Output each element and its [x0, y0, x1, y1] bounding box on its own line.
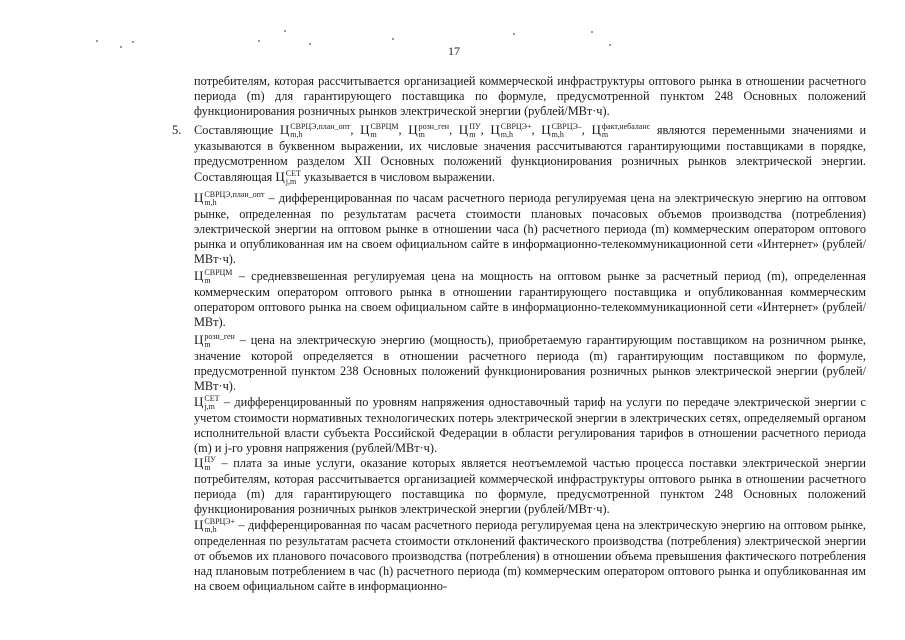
paragraph-text: – цена на электрическую энергию (мощность), приобретаемую гарантирующим поставщиком на розничном рынке, значение которой определяется в отношении расчетного периода (m) гарантирующим поставщиком по формуле, предусмотренной пунктом 238 Основных положений функционирования розничных рынков электрической энергии (рублей/МВт·ч).: [194, 333, 867, 394]
definition-set: [194, 394, 866, 456]
item-number: 5.: [172, 123, 182, 137]
formula-symbol: Ц СВРЦЭ– m,h: [541, 122, 582, 140]
scan-speck: [392, 38, 394, 40]
page-number: 17: [448, 44, 460, 58]
formula-symbol: Ц ПУ m: [194, 455, 216, 473]
paragraph-text: – дифференцированная по часам расчетного периода регулируемая цена на электрическую энергию на оптовом рынке, определенная по результатам расчета стоимости плановых почасовых объемов производства (потребления) электрической энергии на оптовом рынке в отношении часа (h) расчетного периода (m) коммерческим оператором оптового рынка и опубликованная им на своем официальном сайте в информационно-телекоммуникационной сети «Интернет» (рублей/МВт·ч).: [194, 191, 866, 267]
formula-symbol: Ц СВРЦМ m: [360, 122, 399, 140]
formula-symbol: Ц розн_ген m: [408, 122, 450, 140]
scan-speck: [309, 43, 311, 45]
scan-speck: [513, 33, 515, 35]
scan-speck: [258, 40, 260, 42]
formula-symbol: Ц розн_ген m: [194, 332, 235, 350]
scan-speck: [96, 40, 98, 42]
formula-symbol: Ц СЕТ j,m: [275, 169, 301, 187]
scan-speck: [120, 46, 122, 48]
scan-speck: [284, 30, 286, 32]
formula-symbol: Ц СВРЦЭ,план_опт m,h: [279, 122, 351, 140]
paragraph-text: – дифференцированный по уровням напряжения одноставочный тариф на услуги по передаче электрической энергии с учетом стоимости нормативных технологических потерь электрической энергии в электрических сетях, определяемый органом исполнительной власти субъекта Российской Федерации в области регулирования тарифов в отношении расчетного периода (m) и j-го уровня напряжения (рублей/МВт·ч).: [194, 395, 866, 456]
paragraph-text: указывается в числовом выражении.: [303, 170, 495, 185]
definition-svrcm: [194, 268, 866, 330]
paragraph-text: являются переменными значениями и указываются в буквенном выражении, их числовые значения рассчитываются гарантирующими поставщиками в порядке, предусмотренном разделом XII Основных положений функционирования розничных рынков электрической энергии. Составляющая: [194, 123, 867, 185]
paragraph-text: – дифференцированная по часам расчетного периода регулируемая цена на электрическую энергию на оптовом рынке, определенная по результатам расчета стоимости отклонений фактического производства (потребления) электрической энергии от объемов их планового почасового производства (потребления) в отношении объема превышения фактического потребления над плановым потреблением в час (h) расчетного периода (m) коммерческим оператором оптового рынка и опубликованная им на своем официальном сайте в информационно-: [194, 518, 866, 594]
paragraph-text: потребителям, которая рассчитывается организацией коммерческой инфраструктуры оптового рынка в отношении расчетного периода (m) для гарантирующего поставщика по формуле, предусмотренной пунктом 248 Основных положений функционирования розничных рынков электрической энергии (рублей/МВт·ч).: [194, 74, 866, 118]
formula-symbol: Ц ПУ m: [458, 122, 481, 140]
scan-speck: [132, 41, 134, 43]
paragraph-continuation: [194, 74, 866, 119]
definition-rozn-gen: [194, 332, 866, 394]
formula-symbol: Ц факт,небаланс m: [591, 122, 651, 140]
formula-symbol: Ц СЕТ j,m: [194, 394, 220, 412]
definition-svrce-plus: [194, 517, 866, 594]
paragraph-text: Составляющие: [194, 123, 274, 137]
formula-symbol: Ц СВРЦЭ,план_опт m,h: [194, 190, 265, 208]
definition-pu: [194, 455, 866, 517]
paragraph-text: – средневзвешенная регулируемая цена на мощность на оптовом рынке за расчетный период (m), определенная коммерческим оператором оптового рынка в отношении гарантирующего поставщика и опубликованная коммерческим оператором оптового рынка на своем официальном сайте в информационно-телекоммуникационной сети «Интернет» (рублей/МВт).: [194, 269, 866, 330]
definition-svrce-plan: [194, 190, 866, 267]
scan-speck: [609, 44, 611, 46]
paragraph-components: Составляющие Ц СВРЦЭ,план_опт m,h , Ц СВРЦМ m , Ц розн_ген m , Ц ПУ m , Ц СВРЦЭ+ m,h , Ц СВРЦЭ– m,h , Ц факт,небаланс m являются переменными значениями и указываются в буквенном выражении, их числовые значения рассчитываются гарантирующими поставщиками в порядке, предусмотренном разделом XII Основных положений функционирования розничных рынков электрической энергии. Составляющая Ц СЕТ j,m указывается в числовом выражении.: [194, 122, 867, 187]
scan-speck: [591, 31, 593, 33]
formula-symbol: Ц СВРЦМ m: [194, 268, 233, 286]
formula-symbol: Ц СВРЦЭ+ m,h: [490, 122, 532, 140]
paragraph-text: – плата за иные услуги, оказание которых является неотъемлемой частью процесса поставки электрической энергии потребителям, которая рассчитывается организацией коммерческой инфраструктуры оптового рынка в отношении расчетного периода (m) для гарантирующего поставщика по формуле, предусмотренной пунктом 248 Основных положений функционирования розничных рынков электрической энергии (рублей/МВт·ч).: [194, 456, 867, 517]
formula-symbol: Ц СВРЦЭ+ m,h: [194, 517, 236, 535]
